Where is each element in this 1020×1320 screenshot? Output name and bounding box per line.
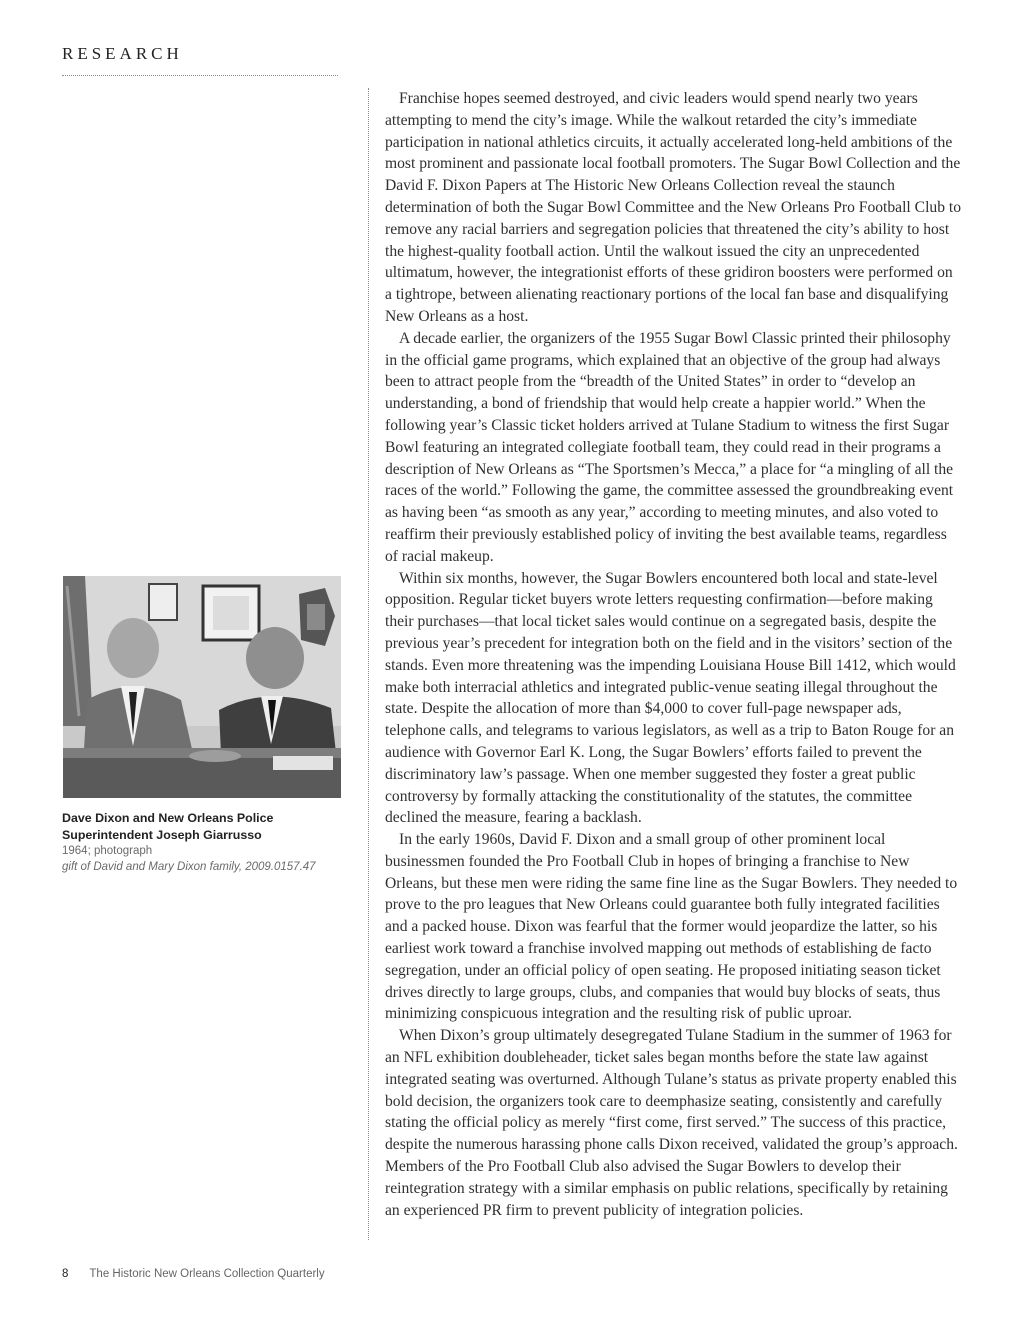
section-label: RESEARCH [62,44,183,63]
page-footer [62,1268,325,1280]
section-divider [62,75,338,76]
article-paragraph: Franchise hopes seemed destroyed, and civic leaders would spend nearly two years attempting to mend the city’s image. While the walkout retarded the city’s immediate participation in national athletics circuits, it actually accelerated long-held ambitions of the most prominent and passionate local football promoters. The Sugar Bowl Collection and the David F. Dixon Papers at The Historic New Orleans Collection reveal the staunch determination of both the Sugar Bowl Committee and the New Orleans Pro Football Club to remove any racial barriers and segregation policies that threatened the city’s ability to host the highest-quality football action. Until the walkout issued the city an unprecedented ultimatum, however, the integrationist efforts of these gridiron boosters were performed on a tightrope, between alienating reactionary portions of the local fan base and disqualifying New Orleans as a host. [385,90,962,325]
archival-photograph [63,576,341,798]
caption-date-medium: 1964; photograph [62,845,153,857]
photograph-illustration [63,576,341,798]
page-number: 8 [62,1268,69,1280]
article-body [385,88,963,1221]
article-paragraph: Within six months, however, the Sugar Bowlers encountered both local and state-level opposition. Regular ticket buyers wrote letters requesting confirmation—before making their purchases—that local ticket sales would continue on a segregated basis, despite the previous year’s precedent for integration both on the field and in the visitors’ section of the stands. Even more threatening was the impending Louisiana House Bill 1412, which would make both interracial athletics and integrated public-venue seating illegal throughout the state. Despite the allocation of more than $4,000 to cover full-page newspaper ads, telephone calls, and telegrams to various legislators, as well as a trip to Baton Rouge for an audience with Governor Earl K. Long, the Sugar Bowlers’ efforts failed to prevent the discriminatory law’s passage. When one member suggested they foster a great public controversy by formally attacking the constitutionality of the statutes, the committee declined the measure, fearing a backlash. [385,569,956,827]
article-paragraph: A decade earlier, the organizers of the 1955 Sugar Bowl Classic printed their philosophy in the official game programs, which explained that an objective of the group had always been to attract people from the “breadth of the United States” in order to “develop an understanding, a bond of friendship that would help create a happier world.” When the following year’s Classic ticket holders arrived at Tulane Stadium to witness the first Sugar Bowl featuring an integrated collegiate football team, they could read in their programs a description of New Orleans as “The Sportsmen’s Mecca,” a place for “a mingling of all the races of the world.” Following the game, the committee assessed the groundbreaking event as having been “as smooth as any year,” according to meeting minutes, and also voted to reaffirm their previously established policy of inviting the best available teams, regardless of racial makeup. [385,329,954,565]
column-divider [368,88,369,1240]
caption-credit: gift of David and Mary Dixon family, 2009.0157.47 [62,861,316,873]
photo-caption [62,810,352,875]
caption-title: Dave Dixon and New Orleans Police Superintendent Joseph Giarrusso [62,811,274,842]
article-paragraph: In the early 1960s, David F. Dixon and a small group of other prominent local businessmen founded the Pro Football Club in hopes of bringing a franchise to New Orleans, but these men were riding the same fine line as the Sugar Bowlers. They needed to prove to the pro leagues that New Orleans could guarantee both fully integrated facilities and a packed house. Dixon was fearful that the former would jeopardize the latter, so his earliest work toward a franchise involved mapping out methods of establishing de facto segregation, under an official policy of open seating. He proposed initiating season ticket drives directly to large groups, clubs, and companies that would buy blocks of seats, thus minimizing conspicuous integration and the resulting risk of public uproar. [385,831,958,1023]
publication-name: The Historic New Orleans Collection Quarterly [89,1268,325,1280]
article-paragraph: When Dixon’s group ultimately desegregated Tulane Stadium in the summer of 1963 for an NFL exhibition doubleheader, ticket sales began months before the state law against integrated seating was overturned. Although Tulane’s status as private property enabled this bold decision, the organizers took care to deemphasize seating, consistently and carefully stating the official policy as merely “first come, first served.” The success of this practice, despite the numerous harassing phone calls Dixon received, validated the group’s approach. Members of the Pro Football Club also advised the Sugar Bowlers to develop their reintegration strategy with a similar emphasis on public relations, specifically by retaining an experienced PR firm to prevent publicity of integration policies. [385,1027,958,1219]
